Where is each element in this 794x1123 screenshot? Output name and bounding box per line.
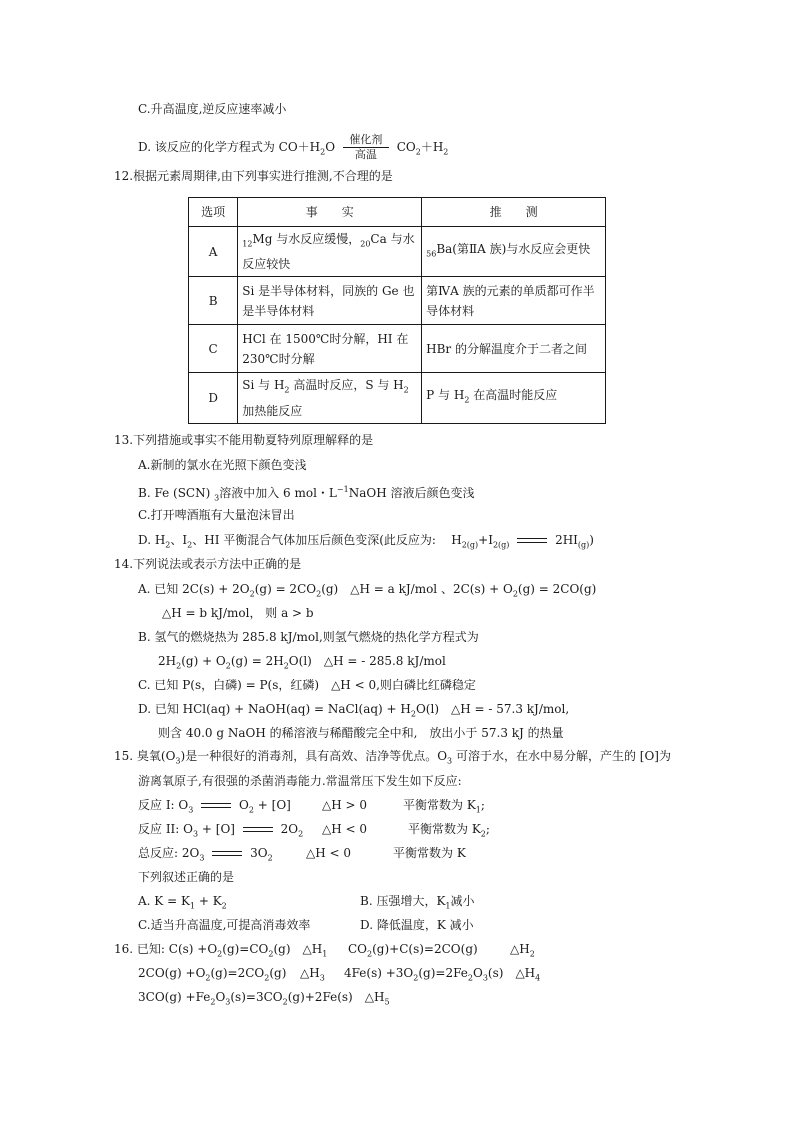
q16-line1c: $\triangle H_2$ xyxy=(510,942,535,959)
q13-option-a: A.新制的氯水在光照下颜色变浅 xyxy=(138,458,307,472)
reaction-arrow: 催化剂 高温 xyxy=(343,134,389,161)
q11-option-c: C.升高温度,逆反应速率减小 xyxy=(138,102,287,116)
q14-option-b-line2: $2H_2(g) + O_2(g) = 2H_2O(l)$ △H = - 285.8 kJ/mol xyxy=(158,654,446,671)
q15-overall-reaction: 总反应: $2O_3$ $3O_2$ xyxy=(138,846,273,863)
q15-option-b: B. 压强增大，$K_1$减小 xyxy=(360,894,475,911)
q15-prompt: 下列叙述正确的是 xyxy=(138,870,235,884)
q14-option-d-line2: 则含 40.0 g NaOH 的稀溶液与稀醋酸完全中和, 放出小于 57.3 kJ 的热量 xyxy=(158,726,564,740)
q15-reaction-2-enthalpy: △H < 0 xyxy=(322,822,368,836)
equilibrium-arrow xyxy=(212,850,242,858)
q15-reaction-1-k: 平衡常数为 $K_1$; xyxy=(403,798,485,815)
q13-option-b: B. Fe (SCN) $_3$溶液中加入 6 mol・$L^{-1}NaOH$ 溶液后颜色变浅 xyxy=(138,485,475,503)
equilibrium-arrow xyxy=(201,802,231,810)
equilibrium-arrow xyxy=(517,537,547,545)
q15-option-a: A. $K = K_1 + K_2$ xyxy=(138,894,227,911)
q15-option-c: C.适当升高温度,可提高消毒效率 xyxy=(138,918,311,932)
q13-option-d: D. $H_2$、$I_2$、HI 平衡混合气体加压后颜色变深(此反应为: $H_{2(g)}+I_{2(g)}$ $2HI_{(g)}$) xyxy=(138,533,594,550)
q14-option-a-line2: △H = b kJ/mol， 则 a > b xyxy=(162,606,314,620)
q15-reaction-2-k: 平衡常数为 $K_2$; xyxy=(408,822,490,839)
q16-line3: $3CO(g) +Fe_2O_3(s)=3CO_2(g)+2Fe(s)$ $\triangle H_5$ xyxy=(138,990,390,1007)
q12-table xyxy=(188,197,606,424)
q15-reaction-1-enthalpy: △H > 0 xyxy=(322,798,368,812)
q15-reaction-1: 反应 I: $O_3$ $O_2 + [O]$ xyxy=(138,798,291,815)
q16-line1: 16. 已知: $C(s) +O_2(g)=CO_2(g)$ $\triangle H_1$ xyxy=(114,942,328,959)
q15-stem-line2: 游离氧原子,有很强的杀菌消毒能力.常温常压下发生如下反应: xyxy=(138,774,462,788)
table-header-option: 选项 xyxy=(189,198,238,227)
q15-stem-line1: 15. 臭氧$(O_3)$是一种很好的消毒剂，具有高效、洁净等优点。$O_3$ 可溶于水，在水中易分解，产生的 [O]为 xyxy=(114,749,671,766)
q16-line1b: $CO_2(g)+C(s)=2CO(g)$ xyxy=(348,942,478,959)
table-header-inference: 推 测 xyxy=(422,198,606,227)
q15-reaction-2: 反应 II: $O_3 + [O]$ $2O_2$ xyxy=(138,822,304,839)
table-row: A $_{12}$Mg 与水反应缓慢，$_{20}$Ca 与水反应较快 $_{56}$Ba(第ⅡA 族)与水反应会更快 xyxy=(189,227,606,277)
q12-stem: 12.根据元素周期律,由下列事实进行推测,不合理的是 xyxy=(114,169,393,183)
q13-stem: 13.下列措施或事实不能用勒夏特列原理解释的是 xyxy=(114,433,374,447)
table-row: D Si 与 $H_2$ 高温时反应，S 与 $H_2$ 加热能反应 P 与 $H_2$ 在高温时能反应 xyxy=(189,373,606,423)
q14-option-d-line1: D. 已知 HCl(aq) + NaOH(aq) = NaCl(aq) + $H_2O(l)$ △H = - 57.3 kJ/mol, xyxy=(138,702,570,719)
table-header-fact: 事 实 xyxy=(238,198,422,227)
q16-line2-h3: $\triangle H_3$ xyxy=(300,966,325,983)
q14-option-a-line1: A. 已知 $2C(s) + 2O_2(g) = 2CO_2(g)$ △H = a kJ/mol 、$2C(s) + O_2(g) = 2CO(g)$ xyxy=(138,582,597,599)
q16-line2b: $4Fe(s) +3O_2(g)=2Fe_2O_3(s)$ $\triangle H_4$ xyxy=(344,966,541,983)
q14-option-c: C. 已知 P(s，白磷) = P(s，红磷) △H < 0,则白磷比红磷稳定 xyxy=(138,678,476,692)
q15-overall-enthalpy: △H < 0 xyxy=(306,846,352,860)
q15-option-d: D. 降低温度，K 减小 xyxy=(360,918,474,932)
table-row: B Si 是半导体材料，同族的 Ge 也是半导体材料 第ⅣA 族的元素的单质都可作半导体材料 xyxy=(189,277,606,325)
q15-overall-k: 平衡常数为 K xyxy=(393,846,466,860)
q13-option-c: C.打开啤酒瓶有大量泡沫冒出 xyxy=(138,508,295,522)
q14-option-b-line1: B. 氢气的燃烧热为 285.8 kJ/mol,则氢气燃烧的热化学方程式为 xyxy=(138,630,479,644)
table-row: C HCl 在 1500℃时分解，HI 在 230℃时分解 HBr 的分解温度介于二者之间 xyxy=(189,325,606,373)
q11-option-d: D. 该反应的化学方程式为 $CO+H_2O$ 催化剂 高温 $CO_2+H_2$ xyxy=(138,133,449,161)
equilibrium-arrow xyxy=(243,826,273,834)
q16-line2: $2CO(g) +O_2(g)=2CO_2(g)$ xyxy=(138,966,287,983)
q14-stem: 14.下列说法或表示方法中正确的是 xyxy=(114,557,302,571)
